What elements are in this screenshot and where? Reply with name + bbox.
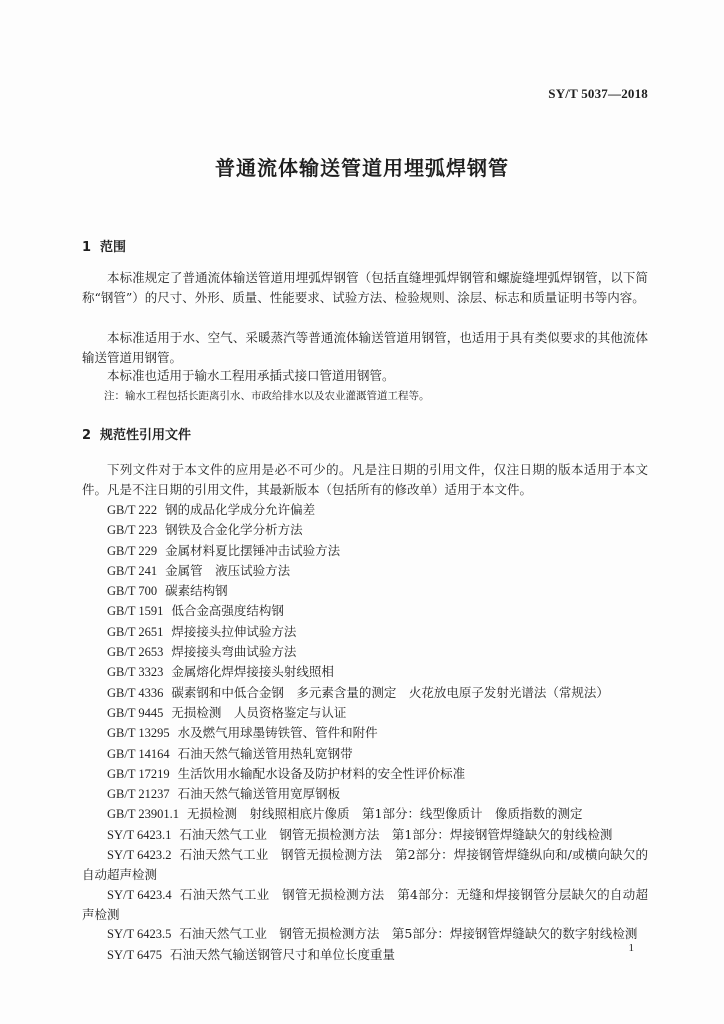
reference-item — [82, 622, 648, 642]
reference-title: 石油天然气输送管用宽厚钢板 — [177, 786, 341, 802]
reference-code: SY/T 6423.1 — [107, 827, 172, 842]
reference-title: 金属管 液压试验方法 — [165, 562, 291, 578]
reference-code: GB/T 9445 — [107, 705, 164, 720]
section-1-paragraph-1: 本标准规定了普通流体输送管道用埋弧焊钢管（包括直缝埋弧焊钢管和螺旋缝埋弧焊钢管，以下简称“钢管”）的尺寸、外形、质量、性能要求、试验方法、检验规则、涂层、标志和质量证明书等内容。 — [82, 270, 648, 305]
reference-item — [82, 561, 648, 581]
section-2-heading — [82, 424, 191, 443]
reference-code: GB/T 229 — [107, 543, 158, 558]
reference-item — [82, 662, 648, 682]
reference-title: 金属熔化焊焊接接头射线照相 — [171, 664, 334, 680]
reference-item — [82, 683, 648, 703]
reference-code: GB/T 223 — [107, 523, 158, 538]
section-1-title: 范围 — [100, 240, 127, 255]
section-2-title: 规范性引用文件 — [100, 428, 192, 443]
reference-item — [82, 500, 648, 520]
reference-item — [82, 703, 648, 723]
reference-code: GB/T 222 — [107, 503, 158, 517]
reference-list — [82, 500, 648, 965]
reference-code: GB/T 4336 — [107, 685, 164, 700]
reference-code: SY/T 6423.4 — [107, 887, 172, 902]
reference-title: 焊接接头弯曲试验方法 — [171, 644, 297, 660]
reference-title: 碳素结构钢 — [165, 583, 228, 599]
reference-item — [82, 581, 648, 601]
reference-item — [82, 541, 648, 561]
reference-title: 金属材料夏比摆锤冲击试验方法 — [165, 542, 341, 558]
reference-code: GB/T 1591 — [107, 604, 164, 619]
reference-title: 低合金高强度结构钢 — [171, 603, 284, 619]
reference-item — [82, 885, 648, 925]
reference-code: GB/T 2653 — [107, 645, 164, 660]
reference-item — [82, 924, 648, 944]
reference-code: GB/T 17219 — [107, 766, 170, 781]
standard-number: SY/T 5037—2018 — [548, 86, 648, 101]
section-1-paragraph-2: 本标准适用于水、空气、采暖蒸汽等普通流体输送管道用钢管，也适用于具有类似要求的其他流体输送管道用钢管。 — [82, 330, 648, 365]
reference-code: GB/T 14164 — [107, 746, 170, 761]
document-title: 普通流体输送管道用埋弧焊钢管 — [215, 156, 509, 180]
reference-item — [82, 845, 648, 885]
reference-title: 水及燃气用球墨铸铁管、管件和附件 — [177, 725, 378, 741]
reference-title: 焊接接头拉伸试验方法 — [171, 623, 297, 639]
reference-code: GB/T 700 — [107, 584, 158, 599]
reference-code: GB/T 2651 — [107, 624, 164, 639]
reference-code: GB/T 241 — [107, 563, 158, 578]
reference-item — [82, 601, 648, 621]
section-1-note: 注：输水工程包括长距离引水、市政给排水以及农业灌溉管道工程等。 — [104, 390, 430, 402]
reference-title: 石油天然气工业 钢管无损检测方法 第4部分：无缝和焊接钢管分层缺欠的自动超声检测 — [82, 886, 648, 922]
reference-item — [82, 945, 648, 965]
section-1-number: 1 — [82, 240, 92, 255]
reference-title: 石油天然气输送钢管尺寸和单位长度重量 — [170, 946, 396, 962]
reference-item — [82, 825, 648, 845]
reference-title: 无损检测 人员资格鉴定与认证 — [171, 704, 347, 720]
reference-title: 石油天然气输送管用热轧宽钢带 — [177, 745, 353, 761]
reference-item — [82, 642, 648, 662]
reference-title: 碳素钢和中低合金钢 多元素含量的测定 火花放电原子发射光谱法（常规法） — [171, 684, 609, 700]
reference-code: GB/T 21237 — [107, 787, 170, 802]
reference-code: GB/T 13295 — [107, 726, 170, 741]
section-2-number: 2 — [82, 428, 92, 443]
reference-code: SY/T 6423.5 — [107, 927, 172, 942]
reference-title: 钢的成品化学成分允许偏差 — [165, 502, 316, 517]
reference-item — [82, 784, 648, 804]
reference-title: 石油天然气工业 钢管无损检测方法 第2部分：焊接钢管焊缝纵向和/或横向缺欠的自动超声检测 — [82, 847, 648, 883]
reference-code: SY/T 6475 — [107, 947, 162, 962]
reference-title: 无损检测 射线照相底片像质 第1部分：线型像质计 像质指数的测定 — [187, 806, 583, 822]
reference-title: 石油天然气工业 钢管无损检测方法 第5部分：焊接钢管焊缝缺欠的数字射线检测 — [179, 926, 638, 942]
reference-item — [82, 764, 648, 784]
reference-item — [82, 804, 648, 824]
reference-item — [82, 520, 648, 540]
reference-item — [82, 744, 648, 764]
reference-title: 钢铁及合金化学分析方法 — [165, 522, 303, 538]
page-number: 1 — [628, 942, 634, 954]
section-1-heading — [82, 236, 126, 255]
reference-title: 石油天然气工业 钢管无损检测方法 第1部分：焊接钢管焊缝缺欠的射线检测 — [179, 826, 613, 842]
reference-code: SY/T 6423.2 — [107, 848, 172, 863]
reference-title: 生活饮用水输配水设备及防护材料的安全性评价标准 — [177, 765, 466, 781]
reference-code: GB/T 3323 — [107, 665, 164, 680]
reference-code: GB/T 23901.1 — [107, 807, 179, 822]
section-2-intro: 下列文件对于本文件的应用是必不可少的。凡是注日期的引用文件，仅注日期的版本适用于本文件。凡是不注日期的引用文件，其最新版本（包括所有的修改单）适用于本文件。 — [82, 462, 648, 497]
reference-item — [82, 723, 648, 743]
section-1-paragraph-3: 本标准也适用于输水工程用承插式接口管道用钢管。 — [107, 368, 395, 383]
